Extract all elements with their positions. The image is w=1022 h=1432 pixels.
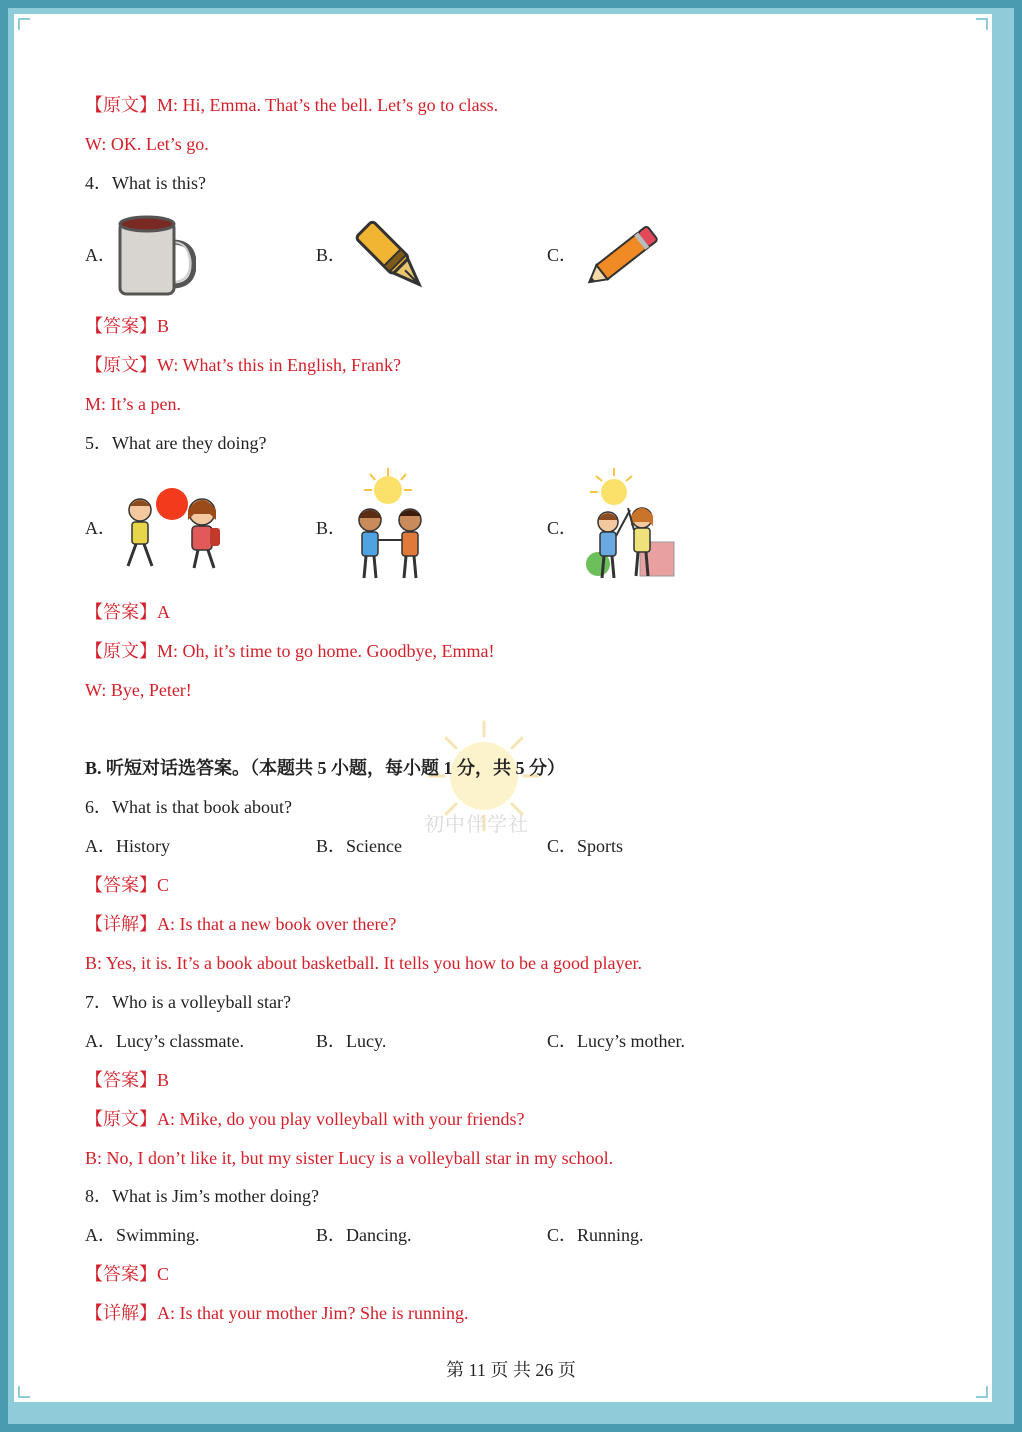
page-number: 第 11 页 共 26 页 bbox=[446, 1360, 576, 1380]
transcript-line: 【原文】A: Mike, do you play volleyball with your friends? bbox=[85, 1109, 525, 1129]
explanation-line: B: Yes, it is. It’s a book about basketball. It tells you how to be a good player. bbox=[85, 953, 642, 973]
option-b: B．Science bbox=[316, 836, 402, 856]
option-b: B．Lucy. bbox=[316, 1031, 387, 1051]
explanation-line: 【详解】A: Is that a new book over there? bbox=[85, 914, 397, 934]
option-b-label: B． bbox=[316, 518, 347, 538]
transcript-line: 【原文】M: Hi, Emma. That’s the bell. Let’s go to class. bbox=[85, 95, 499, 115]
answer-line: 【答案】C bbox=[85, 875, 170, 895]
children-high-five-icon bbox=[580, 466, 680, 586]
corner-mark bbox=[18, 18, 30, 30]
option-c-label: C． bbox=[547, 518, 578, 538]
option-b: B．Dancing. bbox=[316, 1225, 412, 1245]
question-7: 7．Who is a volleyball star? bbox=[85, 992, 291, 1012]
mug-icon bbox=[114, 212, 196, 298]
option-c-label: C． bbox=[547, 245, 578, 265]
section-heading: B. 听短对话选答案。（本题共 5 小题，每小题 1 分，共 5 分） bbox=[85, 758, 566, 778]
children-walking-icon bbox=[118, 482, 230, 574]
answer-line: 【答案】B bbox=[85, 316, 170, 336]
transcript-line: W: Bye, Peter! bbox=[85, 680, 192, 700]
answer-line: 【答案】C bbox=[85, 1264, 170, 1284]
option-a-label: A． bbox=[85, 245, 116, 265]
question-6: 6．What is that book about? bbox=[85, 797, 292, 817]
corner-mark bbox=[18, 1386, 30, 1398]
option-c: C．Running. bbox=[547, 1225, 644, 1245]
corner-mark bbox=[976, 18, 988, 30]
transcript-line: B: No, I don’t like it, but my sister Lucy is a volleyball star in my school. bbox=[85, 1148, 614, 1168]
answer-line: 【答案】A bbox=[85, 602, 170, 622]
transcript-line: 【原文】M: Oh, it’s time to go home. Goodbye, Emma! bbox=[85, 641, 495, 661]
transcript-line: M: It’s a pen. bbox=[85, 394, 181, 414]
fountain-pen-icon bbox=[348, 212, 438, 296]
corner-mark bbox=[976, 1386, 988, 1398]
question-8: 8．What is Jim’s mother doing? bbox=[85, 1186, 319, 1206]
pencil-icon bbox=[580, 216, 668, 294]
question-5: 5．What are they doing? bbox=[85, 433, 267, 453]
option-c: C．Lucy’s mother. bbox=[547, 1031, 685, 1051]
option-c: C．Sports bbox=[547, 836, 624, 856]
watermark-text: 初中伴学社 bbox=[424, 812, 529, 836]
option-a: A．Swimming. bbox=[85, 1225, 200, 1245]
option-a: A．Lucy’s classmate. bbox=[85, 1031, 244, 1051]
option-b-label: B． bbox=[316, 245, 347, 265]
transcript-line: W: OK. Let’s go. bbox=[85, 134, 209, 154]
explanation-line: 【详解】A: Is that your mother Jim? She is running. bbox=[85, 1303, 469, 1323]
children-shaking-hands-icon bbox=[350, 466, 434, 586]
transcript-line: 【原文】W: What’s this in English, Frank? bbox=[85, 355, 401, 375]
answer-line: 【答案】B bbox=[85, 1070, 170, 1090]
option-a-label: A． bbox=[85, 518, 116, 538]
question-4: 4．What is this? bbox=[85, 173, 206, 193]
option-a: A．History bbox=[85, 836, 170, 856]
